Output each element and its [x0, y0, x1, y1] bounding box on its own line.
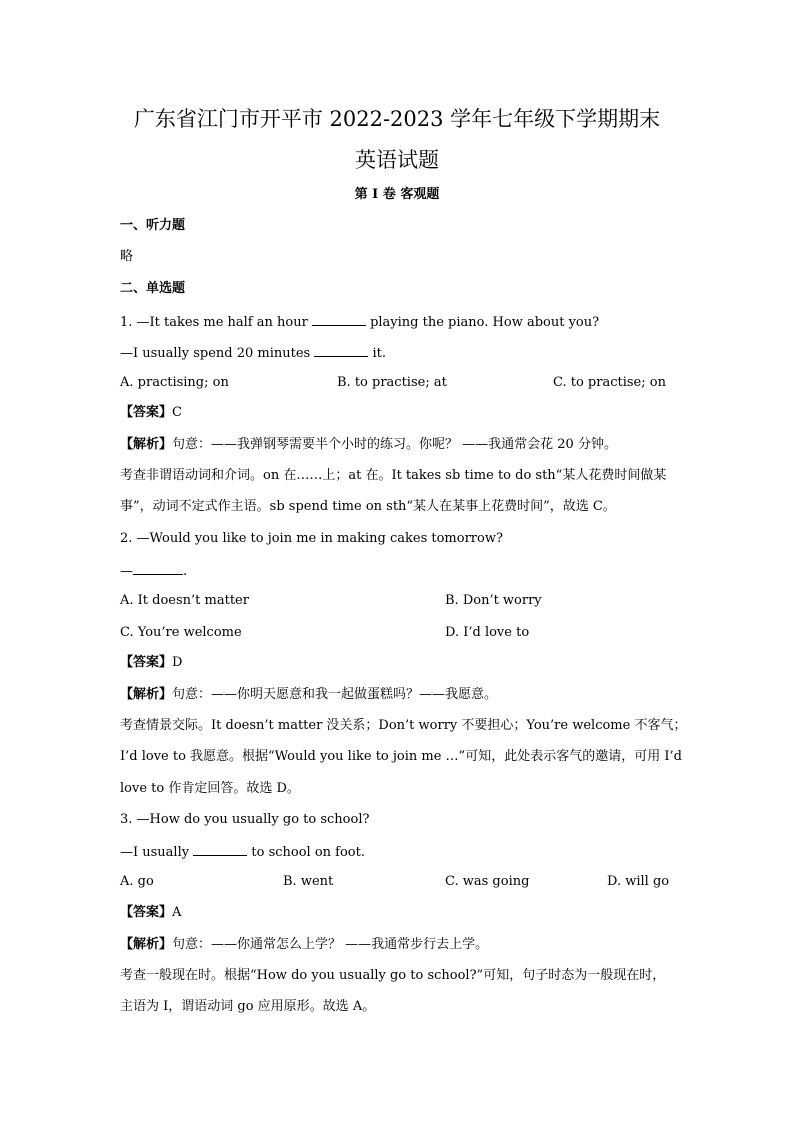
answer-value: A: [172, 905, 182, 920]
question-2-stem: 2. —Would you like to join me in making cakes tomorrow?: [120, 531, 503, 546]
question-2-analysis-line-1: [120, 686, 497, 704]
question-1-option-c: C. to practise; on: [553, 375, 666, 390]
question-2-reply-part-b: .: [183, 564, 188, 579]
answer-blank: [312, 312, 366, 326]
question-1-stem: [120, 312, 599, 332]
analysis-label: 【解析】: [120, 437, 173, 452]
question-3-option-a: A. go: [120, 874, 154, 889]
analysis-text: 句意：——你通常怎么上学？ ——我通常步行去上学。: [172, 937, 489, 952]
question-3-analysis-line-2: 考查一般现在时。根据“How do you usually go to school?”可知，句子时态为一般现在时，: [120, 968, 666, 983]
answer-value: C: [172, 405, 182, 420]
question-1-option-b: B. to practise; at: [337, 375, 447, 390]
page-title: 广东省江门市开平市 2022-2023 学年七年级下学期期末: [133, 107, 661, 131]
question-3-reply: [120, 842, 365, 862]
question-3-option-d: D. will go: [607, 874, 670, 889]
question-2-analysis-line-3: I’d love to 我愿意。根据“Would you like to join me …”可知，此处表示客气的邀请，可用 I’d: [120, 749, 682, 764]
listening-note: 略: [120, 249, 134, 264]
question-3-option-b: B. went: [283, 874, 334, 889]
section-heading-listening: 一、听力题: [120, 218, 186, 233]
answer-label: 【答案】: [120, 405, 173, 420]
question-1-reply-part-a: —I usually spend 20 minutes: [120, 346, 311, 361]
question-1-stem-part-a: 1. —It takes me half an hour: [120, 315, 308, 330]
question-3-reply-part-a: —I usually: [120, 845, 190, 860]
question-1-option-a: A. practising; on: [120, 375, 229, 390]
question-3-reply-part-b: to school on foot.: [251, 845, 365, 860]
answer-label: 【答案】: [120, 905, 173, 920]
question-3-answer: [120, 904, 181, 922]
answer-value: D: [172, 655, 183, 670]
analysis-label: 【解析】: [120, 687, 173, 702]
question-2-analysis-line-4: love to 作肯定回答。故选 D。: [120, 781, 300, 796]
page-title-subject: 英语试题: [355, 148, 439, 172]
question-1-analysis-line-2: 考查非谓语动词和介词。on 在……上；at 在。It takes sb time to do sth“某人花费时间做某: [120, 468, 667, 483]
question-2-reply-part-a: —: [120, 564, 133, 579]
answer-blank: [314, 343, 368, 357]
question-1-answer: [120, 404, 182, 422]
section-heading-single-choice: 二、单选题: [120, 281, 186, 296]
question-2-option-d: D. I’d love to: [445, 625, 530, 640]
volume-subtitle: 第 I 卷 客观题: [354, 187, 440, 202]
answer-label: 【答案】: [120, 655, 173, 670]
question-1-analysis-line-1: [120, 436, 617, 454]
answer-blank: [193, 842, 247, 856]
question-3-stem: 3. —How do you usually go to school?: [120, 812, 370, 827]
question-2-reply: [120, 561, 187, 581]
question-1-analysis-line-3: 事”，动词不定式作主语。sb spend time on sth“某人在某事上花费时间”，故选 C。: [120, 499, 616, 514]
question-1-reply: [120, 343, 386, 363]
question-2-option-a: A. It doesn’t matter: [120, 593, 249, 608]
question-1-stem-part-b: playing the piano. How about you?: [370, 315, 600, 330]
question-2-option-c: C. You’re welcome: [120, 625, 242, 640]
answer-blank: [133, 561, 183, 575]
analysis-text: 句意：——你明天愿意和我一起做蛋糕吗？——我愿意。: [172, 687, 498, 702]
question-3-analysis-line-3: 主语为 I，谓语动词 go 应用原形。故选 A。: [120, 999, 376, 1014]
analysis-text: 句意：——我弹钢琴需要半个小时的练习。你呢？ ——我通常会花 20 分钟。: [172, 437, 617, 452]
question-2-option-b: B. Don’t worry: [445, 593, 542, 608]
analysis-label: 【解析】: [120, 937, 173, 952]
question-1-reply-part-b: it.: [372, 346, 387, 361]
question-3-analysis-line-1: [120, 936, 488, 954]
question-2-answer: [120, 654, 182, 672]
question-3-option-c: C. was going: [445, 874, 530, 889]
question-2-analysis-line-2: 考查情景交际。It doesn’t matter 没关系；Don’t worry 不要担心；You’re welcome 不客气；: [120, 718, 687, 733]
